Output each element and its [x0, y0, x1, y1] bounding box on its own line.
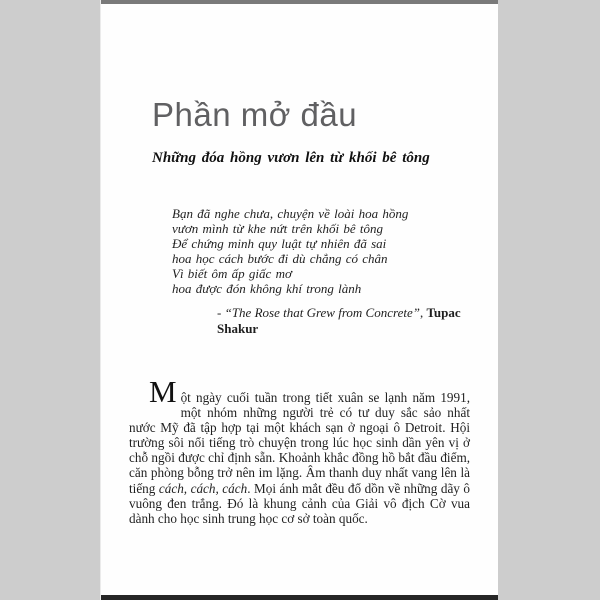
- page-bottom-edge: [101, 595, 498, 600]
- poem-line: Để chứng minh quy luật tự nhiên đã sai: [172, 236, 387, 251]
- body-text-italic: cách, cách, cách: [158, 480, 248, 496]
- attribution-author: Tupac Shakur: [217, 305, 461, 336]
- poem-line: vươn mình từ khe nứt trên khối bê tông: [172, 221, 383, 236]
- poem-line: hoa được đón không khí trong lành: [172, 281, 362, 296]
- poem-line: Bạn đã nghe chưa, chuyện về loài hoa hồng: [172, 206, 409, 221]
- chapter-title: Phần mở đầu: [152, 96, 358, 133]
- attribution-work-title: “The Rose that Grew from Concrete”: [224, 305, 420, 320]
- attribution-separator: ,: [419, 305, 427, 320]
- attribution-dash: -: [217, 305, 225, 320]
- page-content: [101, 0, 498, 600]
- poem-line: Vì biết ôm ấp giấc mơ: [172, 266, 292, 281]
- chapter-subtitle: Những đóa hồng vươn lên từ khối bê tông: [152, 150, 430, 166]
- body-text: ột ngày cuối tuần trong tiết xuân se lạnh năm 1991, một nhóm những người trẻ có tư duy sắc sảo nhất nước Mỹ đã tập hợp tại một khách sạn ở ngoại ô Detroit. Hội trường sôi nổi tiếng trò chuyện trong lúc học sinh dần yên vị ở chỗ ngồi được chỉ định sẵn. Khoảnh khắc đồng hồ bắt đầu điểm, căn phòng bỗng trở nên im lặng. Âm thanh duy nhất vang lên là tiếng: [129, 390, 470, 496]
- body-text: . Mọi ánh mắt đều đổ dồn về những dãy ô vuông đen trắng. Đó là khung cảnh của Giải vô địch Cờ vua dành cho học sinh trung học cơ sở toàn quốc.: [129, 480, 470, 526]
- book-page: [101, 0, 498, 600]
- poem-attribution: [217, 305, 498, 337]
- poem-line: hoa học cách bước đi dù chẳng có chân: [172, 251, 388, 266]
- raised-cap: M: [149, 374, 177, 409]
- body-paragraph: [129, 374, 470, 526]
- poem-block: [172, 206, 408, 296]
